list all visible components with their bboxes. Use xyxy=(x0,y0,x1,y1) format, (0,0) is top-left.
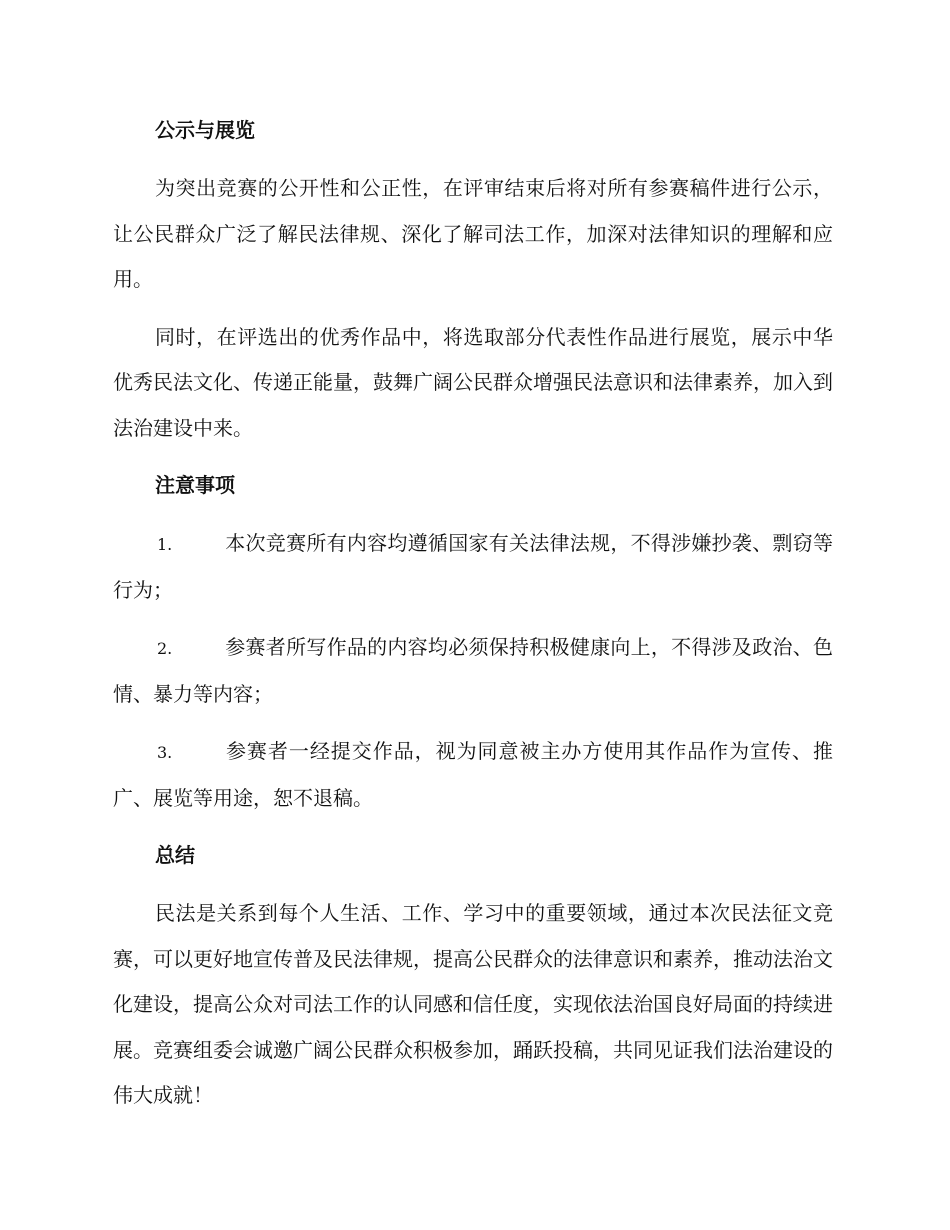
note-text: 参赛者所写作品的内容均必须保持积极健康向上，不得涉及政治、色情、暴力等内容； xyxy=(113,635,833,706)
document-page xyxy=(113,108,833,1131)
note-item xyxy=(113,521,833,613)
note-item xyxy=(113,625,833,717)
note-text: 参赛者一经提交作品，视为同意被主办方使用其作品作为宣传、推广、展览等用途，恕不退稿。 xyxy=(113,739,833,810)
note-number: 3. xyxy=(157,743,173,762)
note-number: 2. xyxy=(157,639,173,658)
note-item xyxy=(113,729,833,821)
summary-paragraph: 民法是关系到每个人生活、工作、学习中的重要领域，通过本次民法征文竞赛，可以更好地宣传普及民法律规，提高公民群众的法律意识和素养，推动法治文化建设，提高公众对司法工作的认同感和信任度，实现依法治国良好局面的持续进展。竞赛组委会诚邀广阔公民群众积极参加，踊跃投稿，共同见证我们法治建设的伟大成就！ xyxy=(113,901,833,1107)
section-heading-notes: 注意事项 xyxy=(155,473,235,497)
note-text: 本次竞赛所有内容均遵循国家有关法律法规，不得涉嫌抄袭、剽窃等行为； xyxy=(113,531,833,602)
section-heading-publicity: 公示与展览 xyxy=(155,118,255,142)
note-number: 1. xyxy=(157,535,173,554)
publicity-paragraph-2: 同时，在评选出的优秀作品中，将选取部分代表性作品进行展览，展示中华优秀民法文化、传递正能量，鼓舞广阔公民群众增强民法意识和法律素养，加入到法治建设中来。 xyxy=(113,324,833,440)
section-heading-summary: 总结 xyxy=(155,843,195,867)
publicity-paragraph-1: 为突出竞赛的公开性和公正性，在评审结束后将对所有参赛稿件进行公示，让公民群众广泛了解民法律规、深化了解司法工作，加深对法律知识的理解和应用。 xyxy=(113,176,833,291)
